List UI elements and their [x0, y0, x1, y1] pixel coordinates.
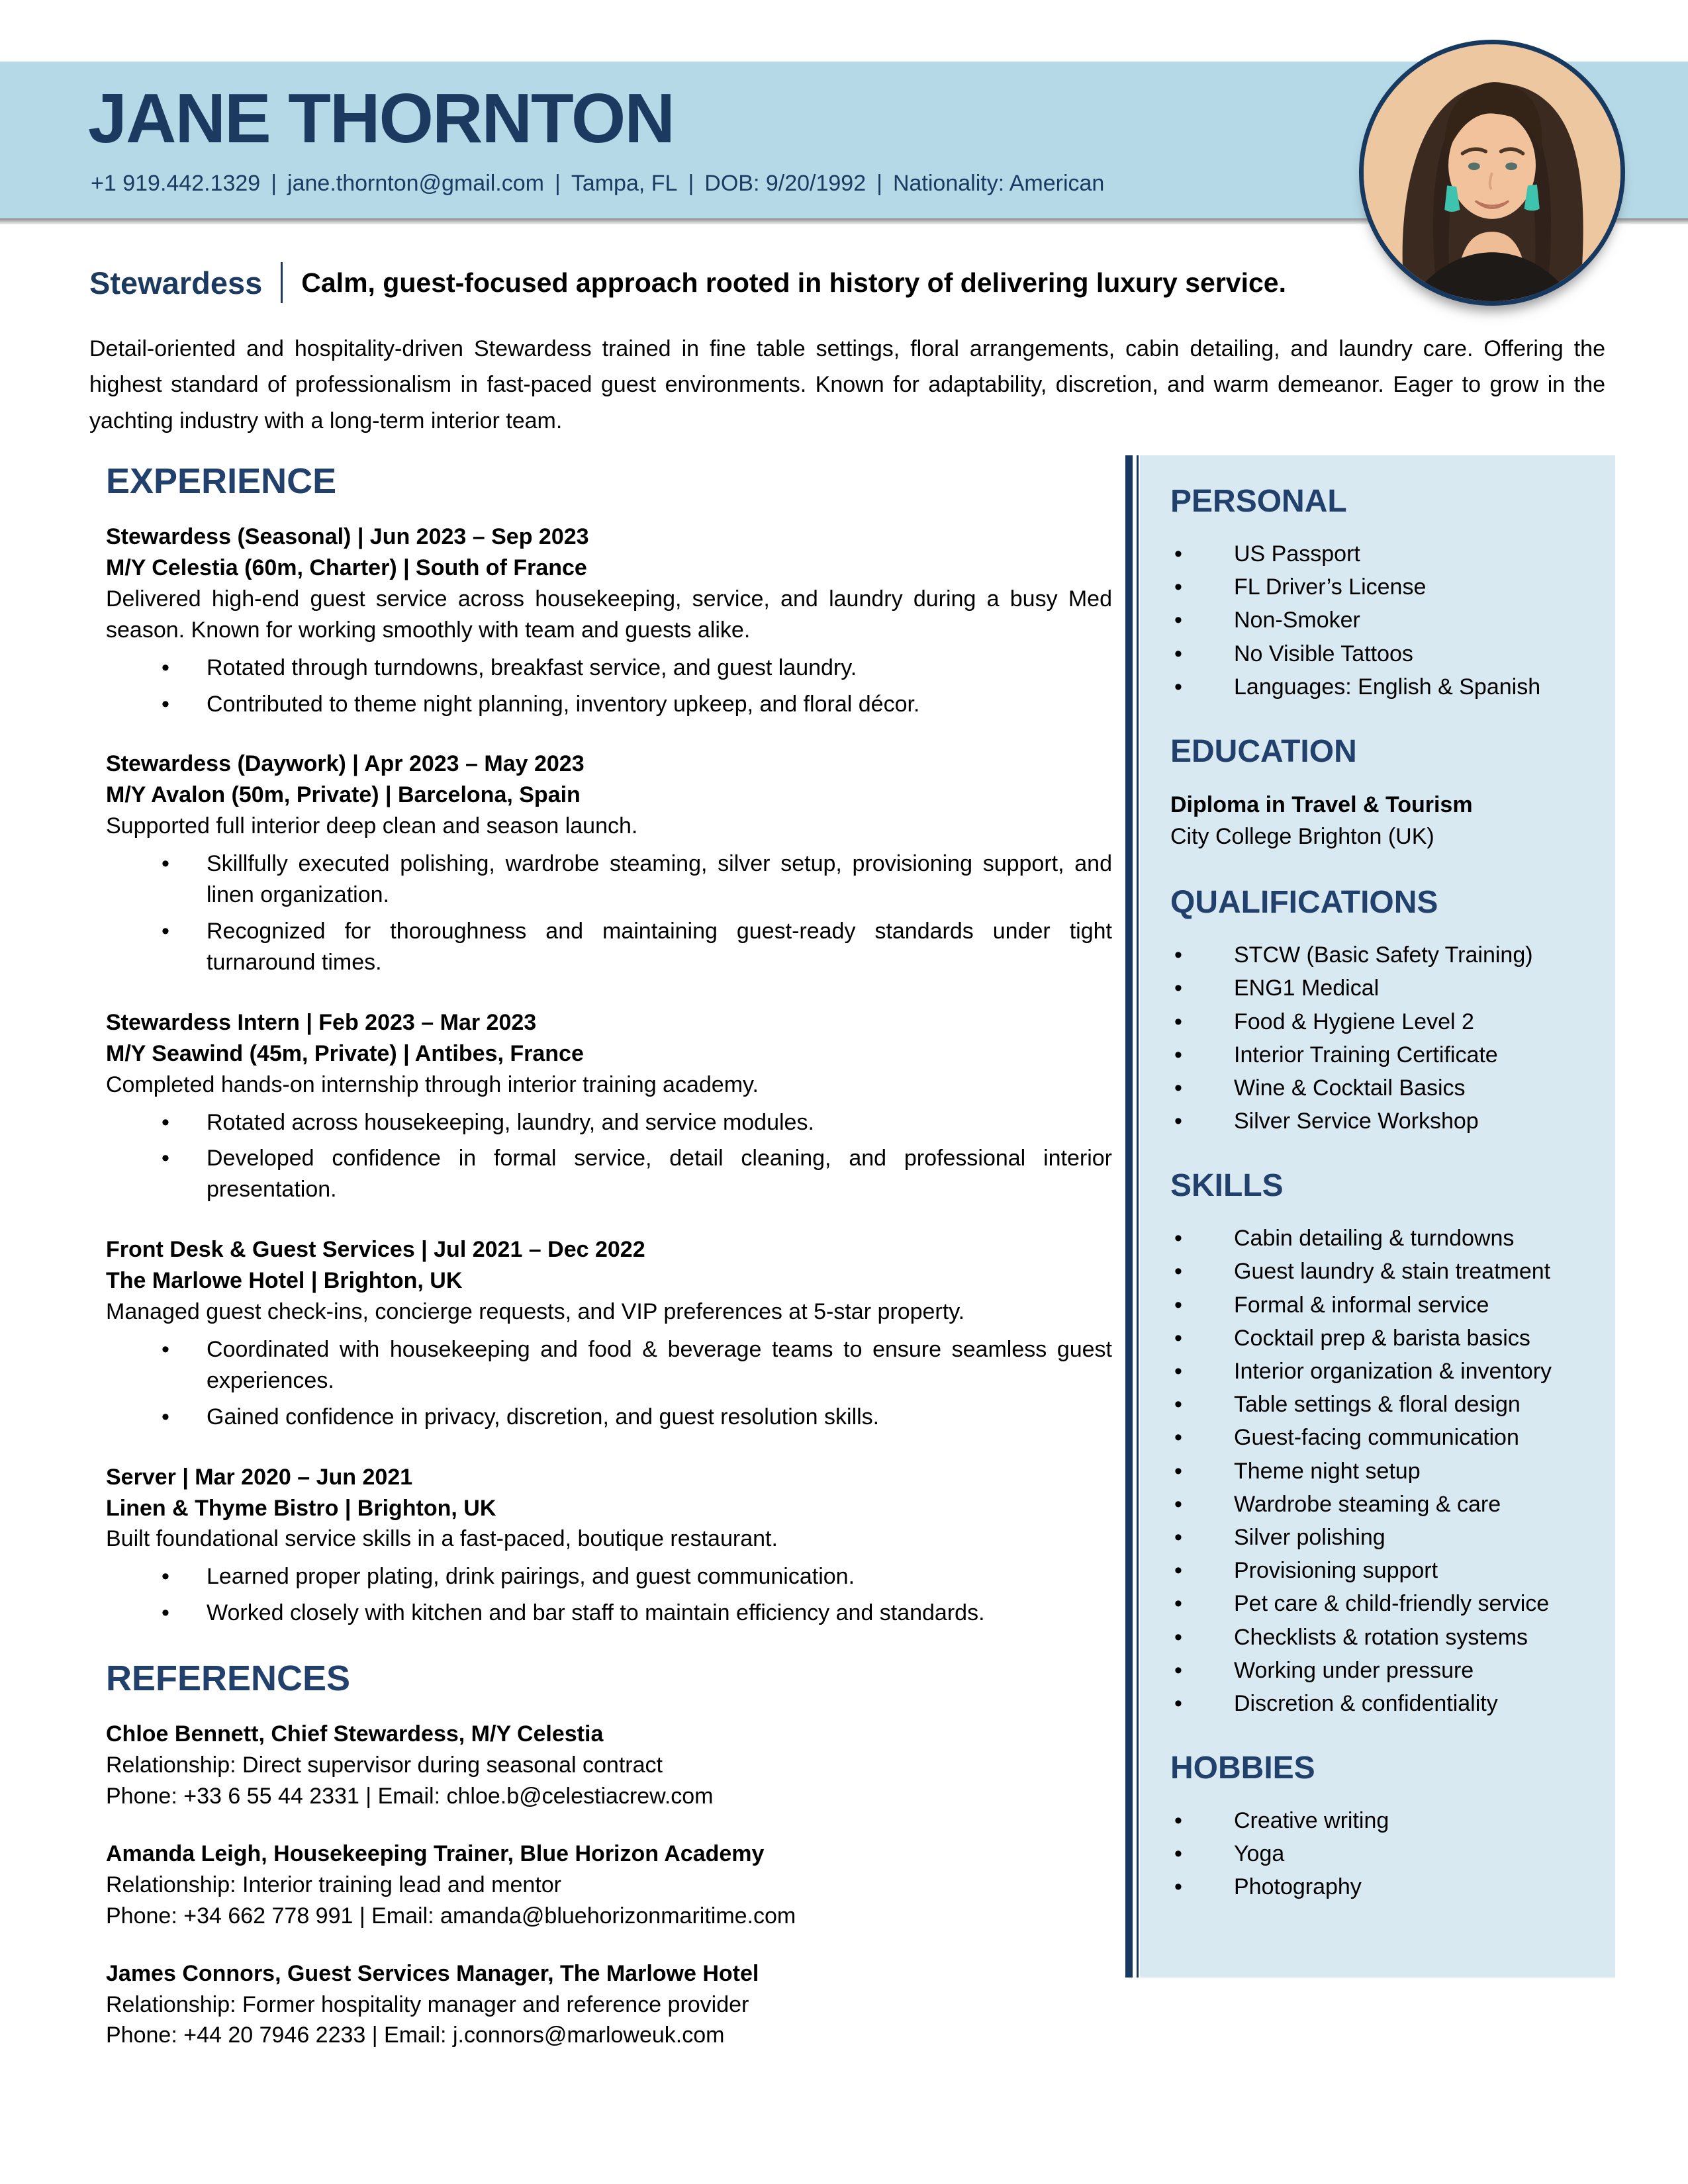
contact-part: Tampa, FL	[571, 171, 678, 196]
reference-entry	[106, 1719, 1112, 1812]
sidebar-bullet: • US Passport	[1170, 539, 1597, 569]
job-description: Built foundational service skills in a fast-paced, boutique restaurant.	[106, 1526, 778, 1552]
sidebar-bullet: • Yoga	[1170, 1839, 1597, 1868]
page-title: JANE THORNTON	[88, 79, 674, 158]
job-org-line: Linen & Thyme Bistro | Brighton, UK	[106, 1495, 496, 1521]
sidebar-bullet: • Interior organization & inventory	[1170, 1357, 1597, 1386]
headline-row	[89, 262, 1286, 303]
job-bullet: • Contributed to theme night planning, inventory upkeep, and floral décor.	[106, 689, 1112, 720]
reference-relationship: Relationship: Former hospitality manager and reference provider	[106, 1991, 749, 2017]
job-bullet: • Learned proper plating, drink pairings, and guest communication.	[106, 1561, 1112, 1592]
section-heading-experience: EXPERIENCE	[106, 461, 337, 501]
sidebar-bullet-list	[1170, 539, 1597, 702]
sidebar	[1140, 455, 1615, 1978]
job-bullet: • Skillfully executed polishing, wardrobe steaming, silver setup, provisioning support, and linen organization.	[106, 848, 1112, 911]
sidebar-bullet: • Pet care & child-friendly service	[1170, 1589, 1597, 1618]
role-title: Stewardess	[89, 265, 263, 300]
sidebar-bullet: • ENG1 Medical	[1170, 974, 1597, 1003]
job-org-line: The Marlowe Hotel | Brighton, UK	[106, 1268, 463, 1294]
job-title-line: Stewardess (Seasonal) | Jun 2023 – Sep 2023	[106, 524, 589, 549]
sidebar-bullet: • Non-Smoker	[1170, 606, 1597, 635]
sidebar-bullet: • Wine & Cocktail Basics	[1170, 1073, 1597, 1103]
experience-entry	[106, 749, 1112, 978]
sidebar-bullet-list	[1170, 1806, 1597, 1902]
education-degree: Diploma in Travel & Tourism	[1170, 792, 1473, 817]
sidebar-heading: PERSONAL	[1170, 484, 1347, 519]
contact-line	[91, 171, 1104, 197]
sidebar-bullet: • Interior Training Certificate	[1170, 1040, 1597, 1069]
sidebar-bullet: • Cabin detailing & turndowns	[1170, 1224, 1597, 1253]
experience-entry	[106, 1234, 1112, 1432]
contact-separator: |	[876, 171, 882, 196]
sidebar-bullet: • STCW (Basic Safety Training)	[1170, 940, 1597, 970]
job-description: Completed hands-on internship through interior training academy.	[106, 1071, 759, 1097]
headline-divider	[281, 262, 283, 303]
experience-entry	[106, 1462, 1112, 1629]
sidebar-bullet: • Table settings & floral design	[1170, 1390, 1597, 1419]
experience-list	[106, 522, 1112, 1629]
sidebar-heading: QUALIFICATIONS	[1170, 885, 1438, 921]
avatar	[1359, 40, 1625, 306]
main-column	[106, 461, 1112, 2077]
job-bullet-list	[106, 1107, 1112, 1206]
experience-entry	[106, 522, 1112, 719]
sidebar-heading: HOBBIES	[1170, 1751, 1315, 1786]
job-bullet: • Rotated across housekeeping, laundry, and service modules.	[106, 1107, 1112, 1138]
sidebar-bullet: • Theme night setup	[1170, 1457, 1597, 1486]
reference-entry	[106, 1958, 1112, 2052]
job-description: Managed guest check-ins, concierge requests, and VIP preferences at 5-star property.	[106, 1299, 965, 1325]
reference-relationship: Relationship: Direct supervisor during seasonal contract	[106, 1752, 663, 1778]
sidebar-bullet: • Languages: English & Spanish	[1170, 672, 1597, 702]
job-title-line: Stewardess Intern | Feb 2023 – Mar 2023	[106, 1009, 537, 1035]
contact-part: jane.thornton@gmail.com	[287, 171, 544, 196]
reference-name: James Connors, Guest Services Manager, The Marlowe Hotel	[106, 1960, 759, 1986]
sidebar-section-personal	[1170, 483, 1597, 702]
sidebar-divider-thick	[1125, 455, 1133, 1978]
job-bullet-list	[106, 1334, 1112, 1433]
sidebar-bullet: • Guest laundry & stain treatment	[1170, 1257, 1597, 1286]
sidebar-bullet: • Creative writing	[1170, 1806, 1597, 1835]
job-title-line: Stewardess (Daywork) | Apr 2023 – May 2023	[106, 751, 585, 777]
headline-tagline: Calm, guest-focused approach rooted in history of delivering luxury service.	[301, 267, 1286, 298]
job-bullet: • Gained confidence in privacy, discretion, and guest resolution skills.	[106, 1402, 1112, 1433]
reference-entry	[106, 1839, 1112, 1932]
reference-name: Amanda Leigh, Housekeeping Trainer, Blue Horizon Academy	[106, 1841, 765, 1866]
job-bullet-list	[106, 653, 1112, 720]
sidebar-bullet: • No Visible Tattoos	[1170, 639, 1597, 668]
job-bullet-list	[106, 848, 1112, 978]
experience-entry	[106, 1007, 1112, 1205]
education-school: City College Brighton (UK)	[1170, 823, 1434, 849]
sidebar-section-hobbies	[1170, 1750, 1597, 1902]
sidebar-bullet: • Food & Hygiene Level 2	[1170, 1007, 1597, 1036]
job-bullet: • Recognized for thoroughness and maintaining guest-ready standards under tight turnaround times.	[106, 916, 1112, 978]
sidebar-bullet: • Guest-facing communication	[1170, 1423, 1597, 1452]
sidebar-bullet: • FL Driver’s License	[1170, 572, 1597, 602]
job-bullet: • Developed confidence in formal service, detail cleaning, and professional interior presentation.	[106, 1143, 1112, 1205]
sidebar-section-qualifications	[1170, 884, 1597, 1136]
reference-contact: Phone: +34 662 778 991 | Email: amanda@bluehorizonmaritime.com	[106, 1903, 796, 1929]
sidebar-bullet: • Checklists & rotation systems	[1170, 1623, 1597, 1652]
sidebar-bullet: • Discretion & confidentiality	[1170, 1689, 1597, 1718]
job-title-line: Front Desk & Guest Services | Jul 2021 – Dec 2022	[106, 1237, 645, 1263]
job-description: Supported full interior deep clean and season launch.	[106, 813, 638, 839]
sidebar-bullet-list	[1170, 1224, 1597, 1718]
reference-relationship: Relationship: Interior training lead and mentor	[106, 1872, 561, 1897]
reference-contact: Phone: +33 6 55 44 2331 | Email: chloe.b@celestiacrew.com	[106, 1784, 714, 1809]
section-heading-references: REFERENCES	[106, 1659, 351, 1699]
sidebar-bullet: • Cocktail prep & barista basics	[1170, 1324, 1597, 1353]
references-list	[106, 1719, 1112, 2051]
job-title-line: Server | Mar 2020 – Jun 2021	[106, 1464, 413, 1490]
contact-part: +1 919.442.1329	[91, 171, 261, 196]
sidebar-bullet: • Photography	[1170, 1872, 1597, 1901]
sidebar-heading: SKILLS	[1170, 1168, 1284, 1204]
sidebar-divider-thin	[1137, 455, 1139, 1978]
job-bullet-list	[106, 1561, 1112, 1629]
sidebar-bullet-list	[1170, 940, 1597, 1136]
contact-part: DOB: 9/20/1992	[704, 171, 867, 196]
portrait-illustration	[1364, 44, 1620, 301]
contact-part: Nationality: American	[892, 171, 1105, 196]
job-description: Delivered high-end guest service across housekeeping, service, and laundry during a busy Med season. Known for working smoothly with team and guests alike.	[106, 586, 1112, 643]
sidebar-bullet: • Working under pressure	[1170, 1656, 1597, 1685]
reference-name: Chloe Bennett, Chief Stewardess, M/Y Celestia	[106, 1721, 604, 1747]
job-bullet: • Coordinated with housekeeping and food & beverage teams to ensure seamless guest experiences.	[106, 1334, 1112, 1396]
contact-separator: |	[271, 171, 277, 196]
sidebar-section-education	[1170, 733, 1597, 852]
contact-separator: |	[688, 171, 694, 196]
sidebar-heading: EDUCATION	[1170, 733, 1357, 769]
sidebar-bullet: • Wardrobe steaming & care	[1170, 1490, 1597, 1519]
sidebar-bullet: • Silver Service Workshop	[1170, 1107, 1597, 1136]
reference-contact: Phone: +44 20 7946 2233 | Email: j.connors@marloweuk.com	[106, 2023, 725, 2048]
job-bullet: • Rotated through turndowns, breakfast service, and guest laundry.	[106, 653, 1112, 684]
summary-paragraph: Detail-oriented and hospitality-driven Stewardess trained in fine table settings, floral arrangements, cabin detailing, and laundry care. Offering the highest standard of professionalism in fast-paced guest environments. Known for adaptability, discretion, and warm demeanor. Eager to grow in the yachting industry with a long-term interior team.	[89, 336, 1605, 433]
job-org-line: M/Y Seawind (45m, Private) | Antibes, France	[106, 1040, 584, 1066]
sidebar-bullet: • Silver polishing	[1170, 1523, 1597, 1552]
contact-separator: |	[554, 171, 561, 196]
sidebar-bullet: • Formal & informal service	[1170, 1291, 1597, 1320]
job-bullet: • Worked closely with kitchen and bar staff to maintain efficiency and standards.	[106, 1598, 1112, 1629]
sidebar-bullet: • Provisioning support	[1170, 1556, 1597, 1585]
sidebar-section-skills	[1170, 1167, 1597, 1718]
job-org-line: M/Y Avalon (50m, Private) | Barcelona, Spain	[106, 782, 581, 808]
job-org-line: M/Y Celestia (60m, Charter) | South of France	[106, 555, 587, 580]
